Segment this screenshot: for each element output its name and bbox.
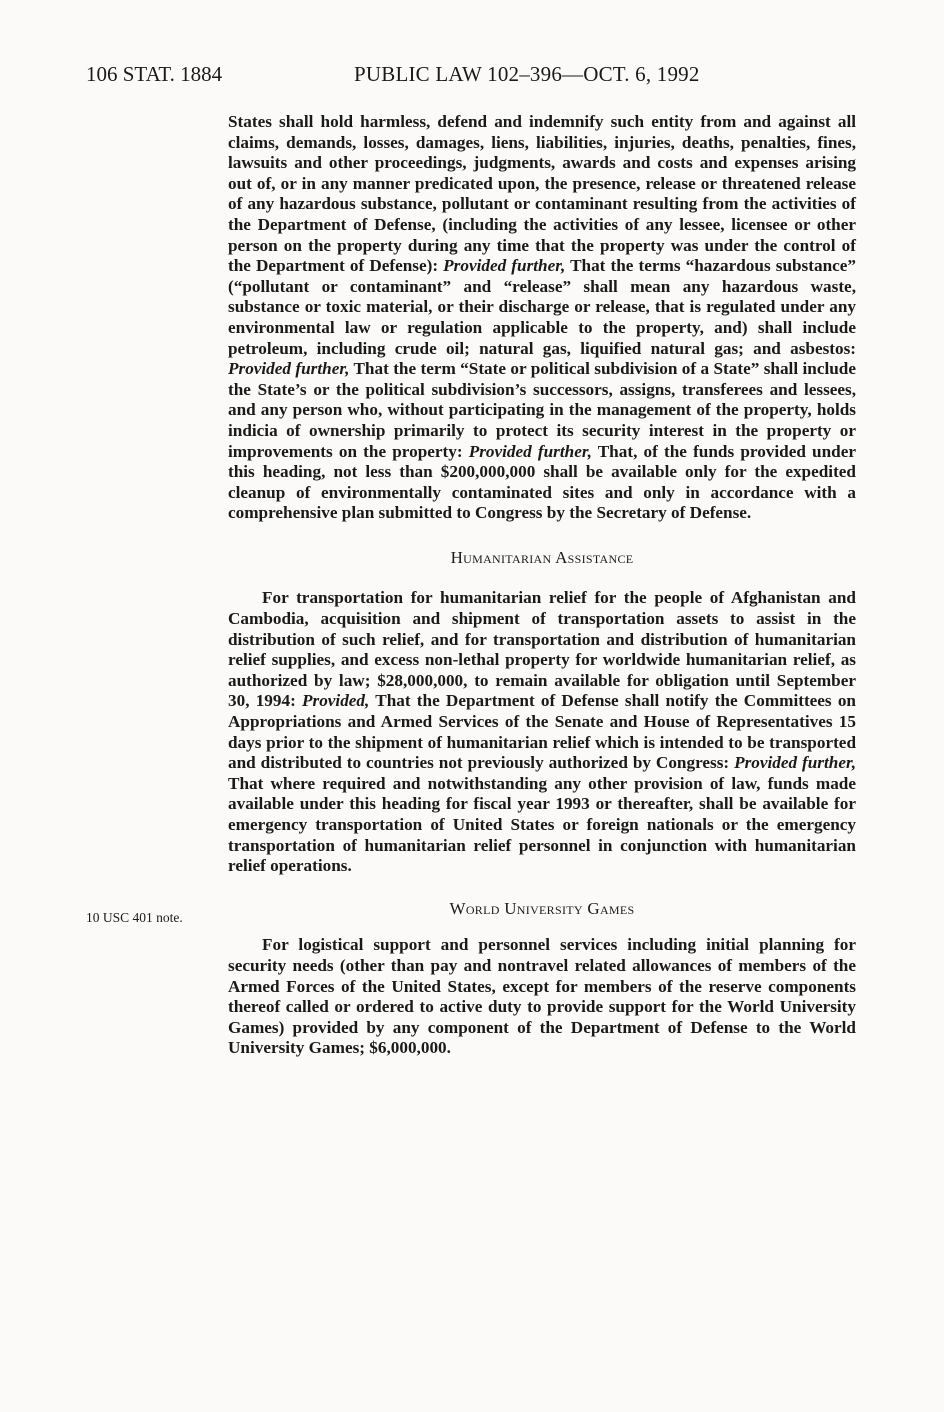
indemnification-paragraph: States shall hold harmless, defend and indemnify such entity from and against all claims, demands, losses, damages, liens, liabilities, injuries, deaths, penalties, fines, lawsuits and other proceedings, judgments, awards and costs and expenses arising out of, or in any manner predicated upon, the presence, release or threatened release of any hazardous substance, pollutant or contaminant resulting from the activities of the Department of Defense, (including the activities of any lessee, licensee or other person on the property during any time that the property was under the control of the Department of Defense): Provided further, That the terms “hazardous substance” (“pollutant or contaminant” and “release” shall mean any hazardous waste, substance or toxic material, or their discharge or release, that is regulated under any environmental law or regulation applicable to the property, and) shall include petroleum, including crude oil; natural gas, liquified natural gas; and asbestos: Provided further, That the term “State or political subdivision of a State” shall include the State’s or the political subdivision’s successors, assigns, transferees and lessees, and any person who, without participating in the management of the property, holds indicia of ownership primarily to protect its security interest in the property or improvements on the property: Provided further, That, of the funds provided under this heading, not less than $200,000,000 shall be available only for the expedited cleanup of environmentally contaminated sites and only in accordance with a comprehensive plan submitted to Congress by the Secretary of Defense. xyxy=(228,112,856,523)
section-heading-humanitarian: Humanitarian Assistance xyxy=(450,547,634,567)
document-body xyxy=(228,112,856,1059)
world-university-games-paragraph: For logistical support and personnel services including initial planning for security needs (other than pay and nontravel related allowances of members of the Armed Forces of the United States, except for members of the reserve components thereof called or ordered to active duty to provide support for the World University Games) provided by any component of the Department of Defense to the World University Games; $6,000,000. xyxy=(228,935,856,1058)
humanitarian-paragraph: For transportation for humanitarian relief for the people of Afghanistan and Cambodia, acquisition and shipment of transportation assets to assist in the distribution of such relief, and for transportation and distribution of humanitarian relief supplies, and excess non-lethal property for worldwide humanitarian relief, as authorized by law; $28,000,000, to remain available for obligation until September 30, 1994: Provided, That the Department of Defense shall notify the Committees on Appropriations and Armed Services of the Senate and House of Representatives 15 days prior to the shipment of humanitarian relief which is intended to be transported and distributed to countries not previously authorized by Congress: Provided further, That where required and notwithstanding any other provision of law, funds made available under this heading for fiscal year 1993 or thereafter, shall be available for emergency transportation of United States or foreign nationals or the emergency transportation of humanitarian relief personnel in conjunction with humanitarian relief operations. xyxy=(228,588,856,876)
section-heading-world-university-games: World University Games xyxy=(449,898,635,918)
public-law-title: PUBLIC LAW 102–396—OCT. 6, 1992 xyxy=(354,62,700,86)
margin-citation-note: 10 USC 401 note. xyxy=(86,910,183,925)
page-header xyxy=(86,62,864,92)
statute-page-number: 106 STAT. 1884 xyxy=(86,62,223,86)
